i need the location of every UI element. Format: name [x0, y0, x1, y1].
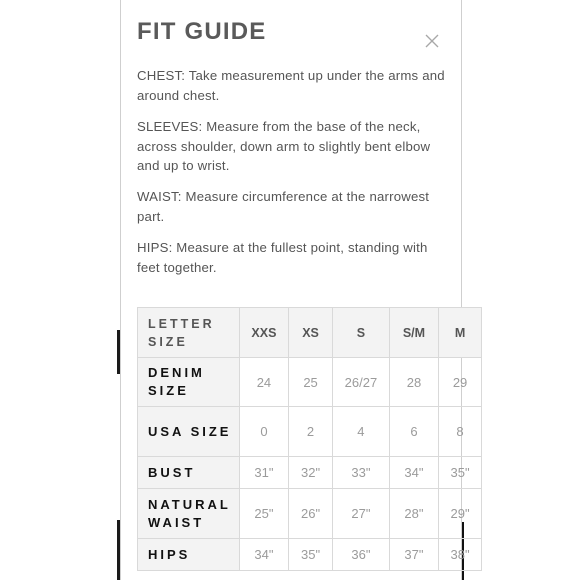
table-cell: 38"	[439, 539, 482, 571]
table-cell: 27"	[333, 489, 390, 539]
row-label: LETTER SIZE	[138, 308, 240, 358]
background-page-left	[0, 0, 120, 580]
table-row	[138, 539, 482, 571]
table-cell: 32"	[289, 457, 333, 489]
table-cell: 0	[239, 407, 288, 457]
guide-hips: HIPS: Measure at the fullest point, standing with feet together.	[137, 240, 428, 275]
table-cell: 31"	[239, 457, 288, 489]
row-label: USA SIZE	[138, 407, 240, 457]
close-icon[interactable]	[425, 34, 439, 48]
table-cell: 24	[239, 358, 288, 407]
size-header: M	[439, 308, 482, 358]
table-cell: 6	[389, 407, 438, 457]
size-header: XXS	[239, 308, 288, 358]
row-label: NATURAL WAIST	[138, 489, 240, 539]
table-cell: 36"	[333, 539, 390, 571]
size-header: S	[333, 308, 390, 358]
table-cell: 34"	[389, 457, 438, 489]
table-cell: 28"	[389, 489, 438, 539]
row-label: BUST	[138, 457, 240, 489]
size-header: XS	[289, 308, 333, 358]
table-row	[138, 457, 482, 489]
table-cell: 8	[439, 407, 482, 457]
row-label: HIPS	[138, 539, 240, 571]
table-row	[138, 489, 482, 539]
size-header: S/M	[389, 308, 438, 358]
table-header-row	[138, 308, 482, 358]
table-cell: 37"	[389, 539, 438, 571]
table-cell: 25	[289, 358, 333, 407]
table-cell: 35"	[439, 457, 482, 489]
table-cell: 28	[389, 358, 438, 407]
size-table	[137, 307, 482, 571]
table-cell: 29"	[439, 489, 482, 539]
guide-chest: CHEST: Take measurement up under the arms and around chest.	[137, 68, 445, 103]
guide-sleeves: SLEEVES: Measure from the base of the neck, across shoulder, down arm to slightly bent elbow and up to wrist.	[137, 119, 431, 173]
size-table-container[interactable]	[137, 307, 470, 580]
table-cell: 26/27	[333, 358, 390, 407]
close-button[interactable]	[421, 30, 443, 52]
table-row	[138, 407, 482, 457]
table-row	[138, 358, 482, 407]
table-cell: 4	[333, 407, 390, 457]
table-cell: 29	[439, 358, 482, 407]
fit-guide-modal	[120, 0, 470, 580]
table-cell: 2	[289, 407, 333, 457]
modal-title: FIT GUIDE	[137, 18, 267, 45]
table-cell: 35"	[289, 539, 333, 571]
table-cell: 33"	[333, 457, 390, 489]
guide-waist: WAIST: Measure circumference at the narrowest part.	[137, 189, 430, 224]
table-cell: 26"	[289, 489, 333, 539]
table-cell: 25"	[239, 489, 288, 539]
row-label: DENIM SIZE	[138, 358, 240, 407]
table-cell: 34"	[239, 539, 288, 571]
